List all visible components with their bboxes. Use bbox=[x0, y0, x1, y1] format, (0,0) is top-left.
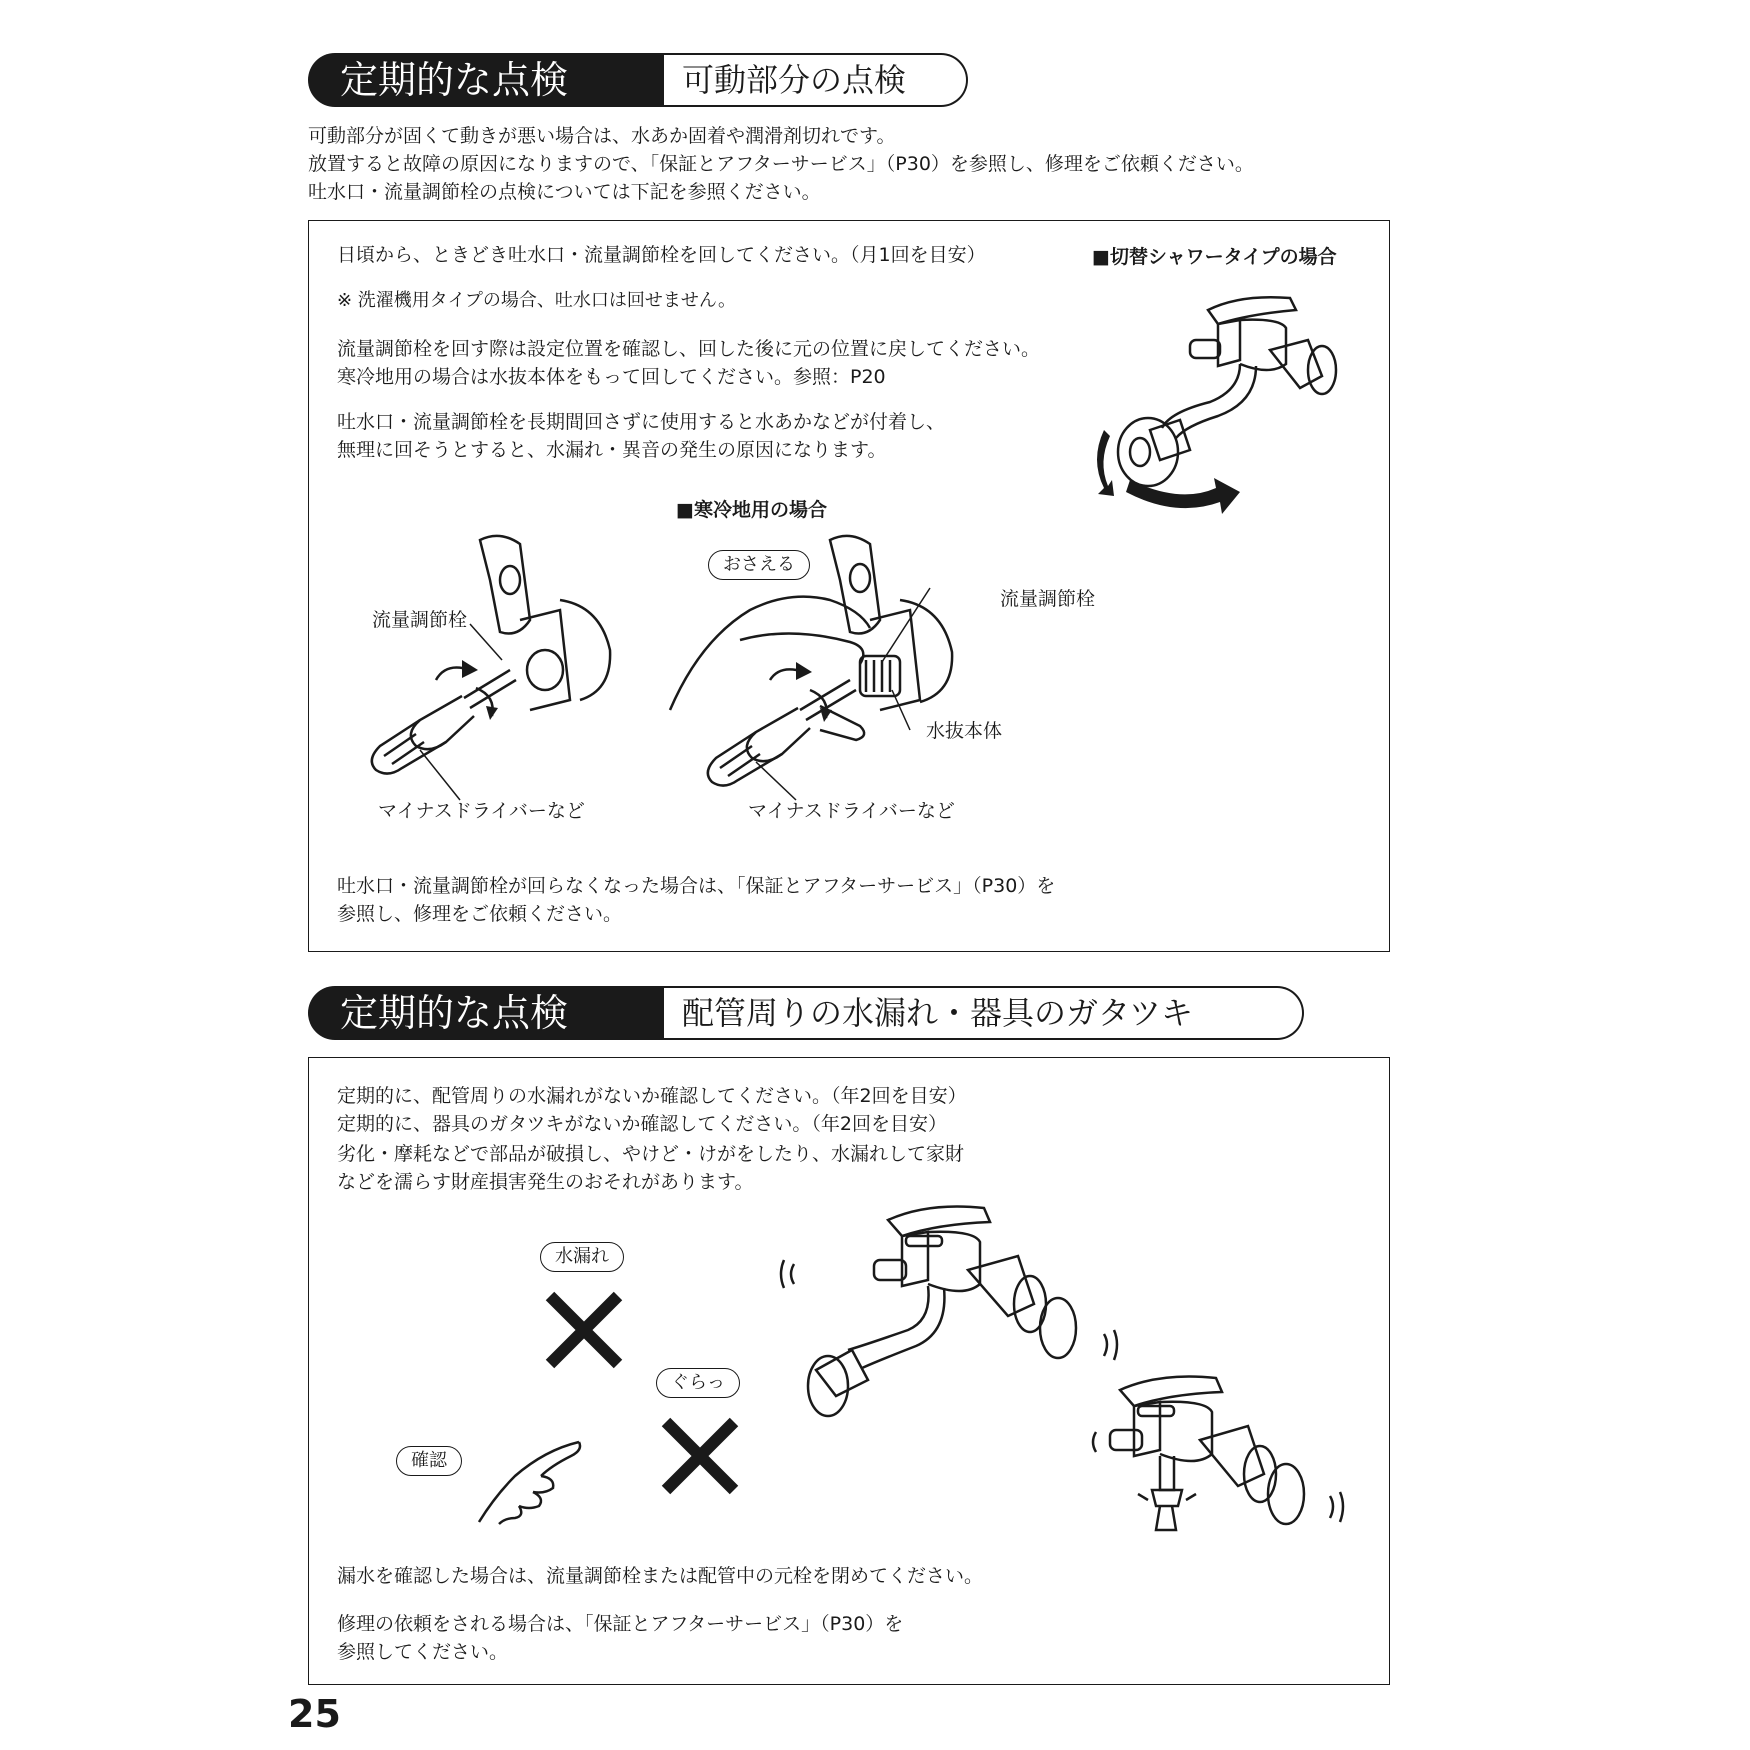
section1-header-main: 定期的な点検 bbox=[308, 53, 664, 107]
warning-line: 吐水口・流量調節栓を長期間回さずに使用すると水あかなどが付着し、 bbox=[337, 411, 946, 433]
footer-line: 参照し、修理をご依頼ください。 bbox=[337, 903, 623, 925]
footer-line: 吐水口・流量調節栓が回らなくなった場合は、「保証とアフターサービス」（P30）を bbox=[337, 875, 1056, 897]
section2-para1 bbox=[337, 1082, 967, 1138]
section2-header bbox=[308, 986, 1304, 1040]
para1-line: 定期的に、器具のガタツキがないか確認してください。（年2回を目安） bbox=[337, 1113, 948, 1135]
drain-body-label: 水抜本体 bbox=[926, 720, 1003, 742]
leak-footer: 漏水を確認した場合は、流量調節栓または配管中の元栓を閉めてください。 bbox=[337, 1565, 984, 1587]
para1-line: 定期的に、配管周りの水漏れがないか確認してください。（年2回を目安） bbox=[337, 1085, 967, 1107]
leak-label: 水漏れ bbox=[540, 1242, 624, 1272]
valve-instruction bbox=[337, 335, 1040, 391]
valve-label-mid: 流量調節栓 bbox=[1000, 588, 1096, 610]
section1-header-sub: 可動部分の点検 bbox=[664, 53, 968, 107]
press-label: おさえる bbox=[708, 550, 810, 580]
section2-para2 bbox=[337, 1140, 964, 1196]
valve-label-left: 流量調節栓 bbox=[372, 609, 468, 631]
repair-footer-line: 修理の依頼をされる場合は、「保証とアフターサービス」（P30）を bbox=[337, 1613, 904, 1635]
intro-line: 放置すると故障の原因になりますので、「保証とアフターサービス」（P30）を参照し、修理をご依頼ください。 bbox=[308, 153, 1254, 175]
intro-line: 可動部分が固くて動きが悪い場合は、水あか固着や潤滑剤切れです。 bbox=[308, 125, 896, 147]
driver-label-left: マイナスドライバーなど bbox=[378, 800, 585, 822]
driver-label-mid: マイナスドライバーなど bbox=[748, 800, 955, 822]
section2-header-sub: 配管周りの水漏れ・器具のガタツキ bbox=[664, 986, 1304, 1040]
section1-header bbox=[308, 53, 968, 107]
wobble-label: ぐらっ bbox=[656, 1368, 740, 1398]
section1-intro bbox=[308, 122, 1254, 206]
repair-footer-line: 参照してください。 bbox=[337, 1641, 509, 1663]
warning-line: 無理に回そうとすると、水漏れ・異音の発生の原因になります。 bbox=[337, 439, 887, 461]
repair-footer bbox=[337, 1610, 903, 1666]
instruction-line: 日頃から、ときどき吐水口・流量調節栓を回してください。（月1回を目安） bbox=[337, 244, 986, 266]
para2-line: 劣化・摩耗などで部品が破損し、やけど・けがをしたり、水漏れして家財 bbox=[337, 1143, 965, 1165]
warning-paragraph bbox=[337, 408, 945, 464]
check-label: 確認 bbox=[396, 1446, 462, 1476]
section1-footer bbox=[337, 872, 1055, 928]
intro-line: 吐水口・流量調節栓の点検については下記を参照ください。 bbox=[308, 181, 821, 203]
cold-region-heading: ■寒冷地用の場合 bbox=[676, 499, 827, 521]
valve-instruction-line: 流量調節栓を回す際は設定位置を確認し、回した後に元の位置に戻してください。 bbox=[337, 338, 1041, 360]
section2-header-main: 定期的な点検 bbox=[308, 986, 664, 1040]
wall-faucet-shower-illustration bbox=[808, 1200, 1128, 1440]
shower-type-heading: ■切替シャワータイプの場合 bbox=[1092, 246, 1337, 268]
wobble-cross-icon bbox=[660, 1416, 740, 1496]
note-washer: ※ 洗濯機用タイプの場合、吐水口は回せません。 bbox=[337, 290, 736, 311]
pointing-hand-illustration bbox=[475, 1436, 585, 1526]
valve-screwdriver-illustration bbox=[360, 520, 640, 800]
wall-faucet-washer-illustration bbox=[1108, 1370, 1348, 1550]
valve-instruction-line: 寒冷地用の場合は水抜本体をもって回してください。参照：P20 bbox=[337, 366, 886, 388]
page-number: 25 bbox=[288, 1692, 341, 1736]
shower-faucet-illustration bbox=[1090, 280, 1370, 520]
leak-cross-icon bbox=[544, 1290, 624, 1370]
para2-line: などを濡らす財産損害発生のおそれがあります。 bbox=[337, 1171, 754, 1193]
